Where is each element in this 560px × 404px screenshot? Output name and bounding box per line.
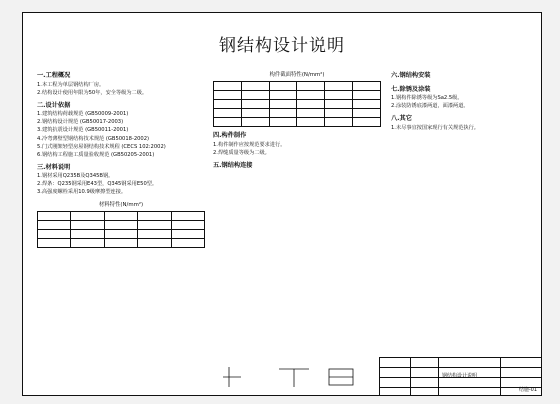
connection-details bbox=[219, 363, 369, 391]
left-column bbox=[37, 67, 205, 248]
paragraph: 1.钢构件除锈等级为Sa2.5级。 bbox=[391, 95, 463, 102]
middle-column bbox=[213, 67, 381, 171]
paragraph: 1.未尽事宜按国家现行有关规范执行。 bbox=[391, 124, 479, 131]
paragraph: 6.钢结构工程施工质量验收规范 (GB50205-2001) bbox=[37, 151, 155, 158]
detail-sketch bbox=[223, 367, 353, 387]
section-heading: 四.构件制作 bbox=[213, 132, 247, 140]
paragraph: 3.高强度螺栓采用10.9级摩擦型连接。 bbox=[37, 189, 127, 196]
paragraph: 4.冷弯薄壁型钢结构技术规范 (GB50018-2002) bbox=[37, 135, 150, 142]
section-heading: 六.钢结构安装 bbox=[391, 72, 431, 79]
right-column bbox=[391, 67, 531, 132]
section-heading: 二.设计依据 bbox=[37, 101, 71, 109]
paragraph: 2.钢结构设计规范 (GB50017-2003) bbox=[37, 119, 124, 126]
paragraph: 2.焊缝质量等级为二级。 bbox=[213, 150, 270, 157]
paragraph: 1.构件制作应按规范要求进行。 bbox=[213, 141, 286, 148]
section-heading: 一.工程概况 bbox=[37, 72, 71, 79]
drawing-title: 钢结构设计说明 bbox=[219, 36, 345, 56]
drawing-sheet bbox=[22, 12, 542, 396]
section-heading: 五.钢结构连接 bbox=[213, 162, 253, 170]
paragraph: 2.结构设计使用年限为50年，安全等级为二级。 bbox=[37, 89, 148, 96]
paragraph: 1.本工程为单层钢结构厂房。 bbox=[37, 81, 105, 88]
sheet-number: 结施-01 bbox=[518, 387, 537, 393]
section-property-table bbox=[213, 81, 381, 127]
paragraph: 2.涂装防锈底漆两道，面漆两道。 bbox=[391, 103, 469, 110]
table-title: 材料特性(N/mm²) bbox=[98, 201, 144, 208]
section-heading: 三.材料说明 bbox=[37, 163, 71, 171]
table-title: 构件截面特性(N/mm²) bbox=[269, 72, 325, 78]
sheet-name: 钢结构设计说明 bbox=[442, 373, 478, 379]
paragraph: 2.焊条：Q235钢采用E43型，Q345钢采用E50型。 bbox=[37, 181, 158, 188]
paragraph: 1.钢材采用Q235B及Q345B钢。 bbox=[37, 173, 114, 180]
title-block bbox=[379, 357, 541, 395]
paragraph: 1.建筑结构荷载规范 (GB50009-2001) bbox=[37, 111, 129, 118]
paragraph: 3.建筑抗震设计规范 (GB50011-2001) bbox=[37, 127, 129, 134]
section-heading: 七.除锈及涂装 bbox=[391, 85, 431, 93]
paragraph: 5.门式刚架轻型房屋钢结构技术规程 (CECS 102:2002) bbox=[37, 143, 166, 150]
material-table bbox=[37, 211, 205, 248]
section-heading: 八.其它 bbox=[391, 115, 412, 123]
